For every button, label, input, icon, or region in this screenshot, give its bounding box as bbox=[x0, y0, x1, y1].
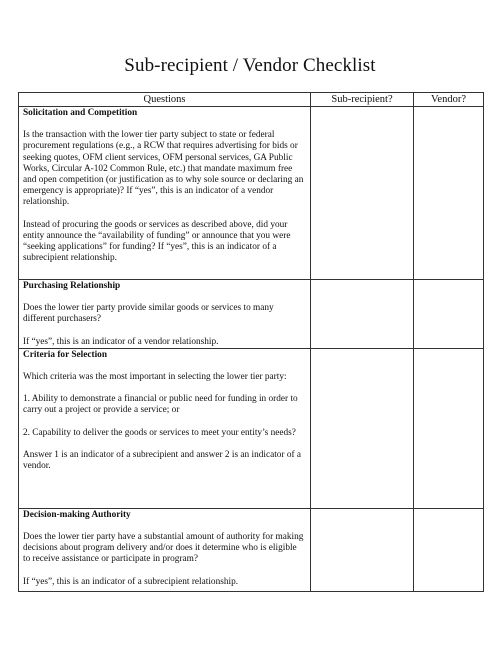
vendor-answer-cell[interactable] bbox=[414, 348, 484, 508]
subrecipient-answer-cell[interactable] bbox=[311, 280, 414, 349]
indicator-text: Answer 1 is an indicator of a subrecipient and answer 2 is an indicator of a vendor. bbox=[23, 449, 302, 472]
question-text: Instead of procuring the goods or services as described above, did your entity announce the “availability of funding” or announce that you were “seeking applications” for funding? If “yes”, this is an indicator of a subrecipient relationship. bbox=[23, 219, 291, 264]
table-row bbox=[19, 348, 484, 508]
header-subrecipient: Sub-recipient? bbox=[311, 93, 414, 107]
indicator-text: If “yes”, this is an indicator of a subrecipient relationship. bbox=[23, 576, 239, 587]
vendor-answer-cell[interactable] bbox=[414, 280, 484, 349]
checklist-table bbox=[18, 92, 484, 592]
subrecipient-answer-cell[interactable] bbox=[311, 508, 414, 591]
question-cell bbox=[19, 107, 311, 280]
table-row bbox=[19, 107, 484, 280]
table-row bbox=[19, 280, 484, 349]
section-heading: Purchasing Relationship bbox=[23, 281, 121, 291]
page-title: Sub-recipient / Vendor Checklist bbox=[124, 55, 376, 76]
table-row bbox=[19, 508, 484, 591]
subrecipient-answer-cell[interactable] bbox=[311, 348, 414, 508]
subrecipient-answer-cell[interactable] bbox=[311, 107, 414, 280]
vendor-answer-cell[interactable] bbox=[414, 107, 484, 280]
question-text: Does the lower tier party have a substantial amount of authority for making decisions about program delivery and/or does it determine who is eligible to receive assistance or participate in program? bbox=[23, 532, 304, 565]
question-cell bbox=[19, 280, 311, 349]
option-text: 2. Capability to deliver the goods or services to meet your entity’s needs? bbox=[23, 427, 296, 438]
question-cell bbox=[19, 348, 311, 508]
section-heading: Solicitation and Competition bbox=[23, 108, 138, 118]
section-heading: Decision-making Authority bbox=[23, 509, 131, 520]
indicator-text: If “yes”, this is an indicator of a vendor relationship. bbox=[23, 336, 219, 347]
question-cell bbox=[19, 508, 311, 591]
option-text: 1. Ability to demonstrate a financial or public need for funding in order to carry out a project or provide a service; or bbox=[23, 394, 298, 416]
section-heading: Criteria for Selection bbox=[23, 349, 107, 360]
header-row bbox=[19, 93, 484, 107]
question-text: Does the lower tier party provide similar goods or services to many different purchasers? bbox=[23, 303, 274, 325]
vendor-answer-cell[interactable] bbox=[414, 508, 484, 591]
header-vendor: Vendor? bbox=[414, 93, 484, 107]
header-questions: Questions bbox=[19, 93, 311, 107]
question-text: Is the transaction with the lower tier party subject to state or federal procurement regulations (e.g., a RCW that requires advertising for bids or seeking quotes, OFM client services, OFM personal services, GA Public Works, Circular A-102 Common Rule, etc.) that mandate maximum free and open competition (or justification as to why sole source or declaring an emergency is appropriate)? If “yes”, this is an indicator of a vendor relationship. bbox=[23, 130, 304, 208]
question-text: Which criteria was the most important in selecting the lower tier party: bbox=[23, 372, 287, 383]
